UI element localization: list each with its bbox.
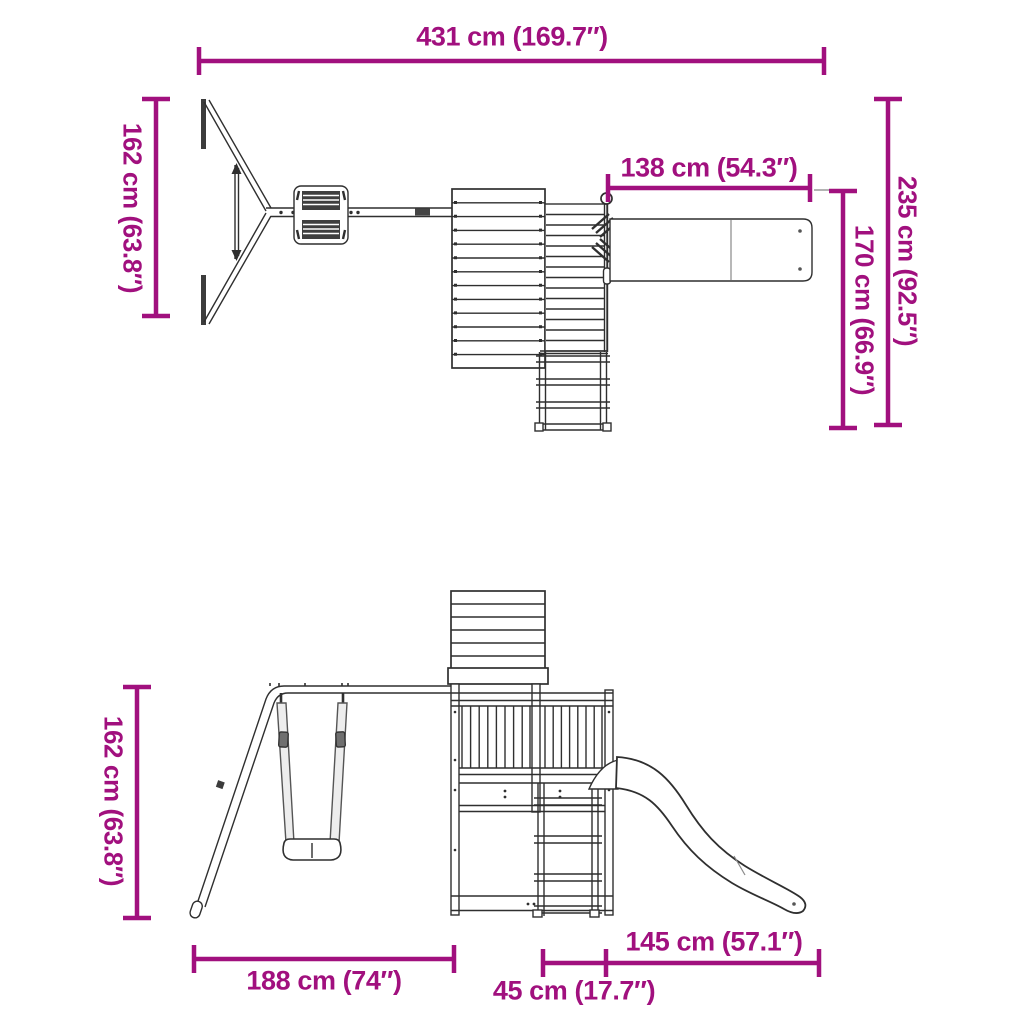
ladder-rungs-top — [536, 356, 610, 430]
dim-label-ladder-width: 45 cm (17.7″) — [492, 975, 656, 1006]
tower-front-view — [448, 591, 613, 915]
beam-connector — [415, 209, 430, 216]
swing-front-view — [277, 703, 347, 860]
swing-frame-front-view — [189, 683, 455, 919]
ladder-front-view — [533, 783, 602, 917]
ladder-top-view — [535, 351, 611, 431]
a-frame-legs — [204, 100, 271, 324]
dim-label-slide-length: 138 cm (54.3″) — [620, 152, 798, 183]
dim-line-ladder-width — [543, 949, 606, 977]
a-frame-brace — [235, 165, 239, 259]
railing-balusters-right — [545, 706, 602, 768]
slide-body — [616, 757, 805, 913]
roof-top-view — [452, 189, 545, 368]
platform-top-view — [545, 193, 617, 352]
dim-label-overall-depth: 235 cm (92.5″) — [892, 175, 923, 347]
top-view-drawing — [201, 99, 838, 431]
dim-label-tower-depth: 170 cm (66.9″) — [849, 224, 880, 396]
dimension-lines — [123, 47, 902, 977]
dim-label-frame-depth: 162 cm (63.8″) — [117, 122, 148, 294]
base-board — [451, 896, 613, 911]
dim-label-overall-width: 431 cm (169.7″) — [416, 21, 608, 52]
dim-label-slide-width: 145 cm (57.1″) — [625, 926, 803, 957]
dim-label-frame-height: 162 cm (63.8″) — [98, 715, 129, 887]
front-view-drawing — [189, 591, 806, 919]
slide-top-view — [610, 190, 838, 281]
railing-balusters-left — [462, 706, 530, 768]
slide-front-view — [589, 757, 805, 913]
dim-label-swing-width: 188 cm (74″) — [246, 965, 402, 996]
swing-seats-top-view — [294, 186, 348, 244]
